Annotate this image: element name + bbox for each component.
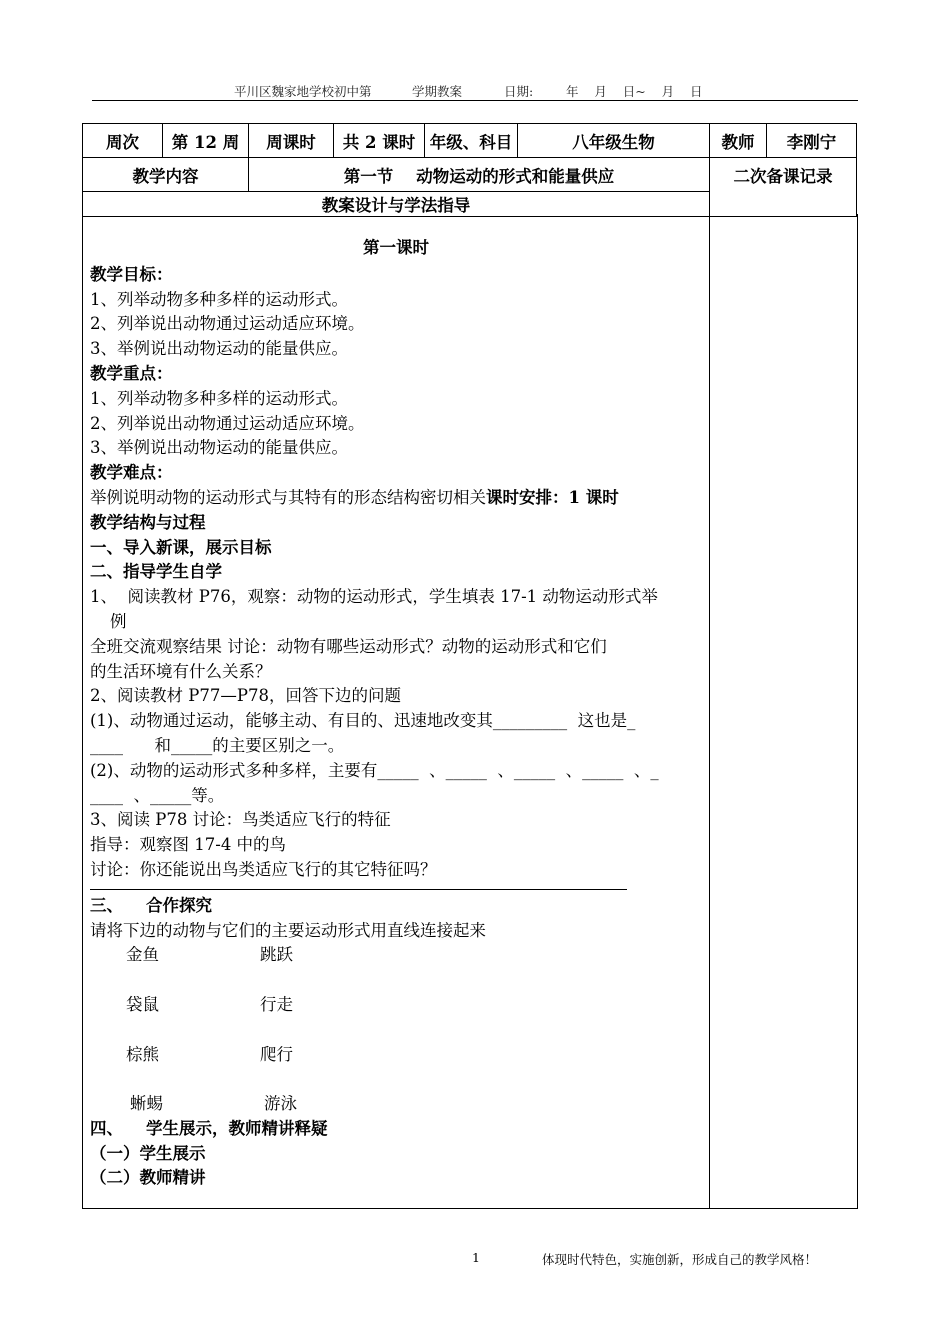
motion-label: 跳跃 [260, 945, 293, 965]
motion-label: 爬行 [260, 1044, 293, 1064]
header-term: 学期教案 [412, 84, 463, 99]
section-3-title: 三、 合作探究 [90, 895, 212, 915]
discuss-2-text: 讨论：你还能说出鸟类适应飞行的其它特征吗？ [90, 859, 437, 879]
teacher-label: 教师 [710, 124, 767, 158]
section-2-title: 二、指导学生自学 [90, 562, 222, 582]
difficulty-title: 教学难点： [90, 463, 173, 483]
keypoint-item: 3、举例说出动物运动的能量供应。 [90, 438, 348, 458]
subsection-1-title: （一）学生展示 [90, 1143, 206, 1163]
grade-subject-label: 年级、科目 [425, 124, 518, 158]
objective-item: 3、举例说出动物运动的能量供应。 [90, 339, 348, 359]
guide-text: 指导：观察图 17-4 中的鸟 [90, 835, 287, 855]
motion-label: 游泳 [264, 1094, 297, 1114]
matching-pair [90, 1043, 702, 1068]
content-row [83, 158, 857, 192]
subsection-2-title: （二）教师精讲 [90, 1168, 206, 1188]
second-prep-cell [709, 214, 858, 1209]
keypoints-title: 教学重点： [90, 363, 173, 383]
matching-pair [90, 943, 702, 968]
objective-item: 2、列举说出动物通过运动适应环境。 [90, 314, 365, 334]
design-label: 教案设计与学法指导 [83, 192, 710, 217]
lesson-info-table [82, 123, 857, 217]
header-school: 平川区魏家地学校初中第 [234, 84, 372, 99]
question-2-cont: ____ 、_____等。 [90, 785, 225, 805]
animal-label: 蜥蜴 [130, 1094, 163, 1114]
objectives-title: 教学目标： [90, 264, 173, 284]
animal-label: 袋鼠 [126, 994, 159, 1014]
matching-pair [90, 1092, 702, 1117]
animal-label: 金鱼 [126, 945, 159, 965]
discuss-text-cont: 的生活环境有什么关系？ [90, 661, 272, 681]
item-2-text: 2、阅读教材 P77—P78，回答下边的问题 [90, 686, 401, 706]
hours-label: 周课时 [249, 124, 334, 158]
difficulty-line [90, 486, 702, 511]
item-3-text: 3、阅读 P78 讨论：鸟类适应飞行的特征 [90, 810, 391, 830]
matching-pair [90, 993, 702, 1018]
item-1-text: 1、 阅读教材 P76，观察：动物的运动形式，学生填表 17-1 动物运动形式举 [90, 587, 658, 607]
difficulty-text: 举例说明动物的运动形式与其特有的形态结构密切相关 [90, 487, 486, 507]
grade-subject-value: 八年级生物 [518, 124, 710, 158]
info-row [83, 124, 857, 158]
content-label: 教学内容 [83, 158, 249, 192]
hours-value: 共 2 课时 [334, 124, 425, 158]
section-4-title: 四、 学生展示，教师精讲释疑 [90, 1118, 328, 1138]
page-header [92, 82, 858, 101]
week-label: 周次 [83, 124, 163, 158]
teacher-value: 李刚宁 [767, 124, 857, 158]
week-value: 第 12 周 [163, 124, 249, 158]
keypoint-item: 1、列举动物多种多样的运动形式。 [90, 388, 348, 408]
lesson-body [90, 236, 702, 1191]
section-1-title: 一、导入新课，展示目标 [90, 537, 272, 557]
objective-item: 1、列举动物多种多样的运动形式。 [90, 289, 348, 309]
question-2: (2)、动物的运动形式多种多样，主要有_____ 、_____ 、_____ 、_____ 、_ [90, 760, 659, 780]
answer-line [90, 889, 627, 890]
content-title: 第一节 动物运动的形式和能量供应 [249, 158, 710, 192]
second-prep-label: 二次备课记录 [710, 158, 857, 217]
keypoint-item: 2、列举说出动物通过运动适应环境。 [90, 413, 365, 433]
page-number: 1 [472, 1250, 480, 1265]
question-1: (1)、动物通过运动，能够主动、有目的、迅速地改变其_________ 这也是_ [90, 711, 636, 731]
animal-label: 棕熊 [126, 1044, 159, 1064]
header-date-fields: 年 月 日~ 月 日 [566, 84, 703, 99]
question-1-cont: ____ 和_____的主要区别之一。 [90, 735, 345, 755]
structure-title: 教学结构与过程 [90, 512, 206, 532]
motion-label: 行走 [260, 994, 293, 1014]
schedule-text: 课时安排：1 课时 [486, 487, 619, 507]
discuss-text: 全班交流观察结果 讨论：动物有哪些运动形式？动物的运动形式和它们 [90, 636, 607, 656]
section-3-text: 请将下边的动物与它们的主要运动形式用直线连接起来 [90, 920, 486, 940]
item-1-text-cont: 例 [110, 611, 127, 631]
footer-motto: 体现时代特色，实施创新，形成自己的教学风格！ [542, 1252, 818, 1267]
lesson-title: 第一课时 [363, 238, 429, 257]
header-date-label: 日期: [504, 84, 534, 99]
